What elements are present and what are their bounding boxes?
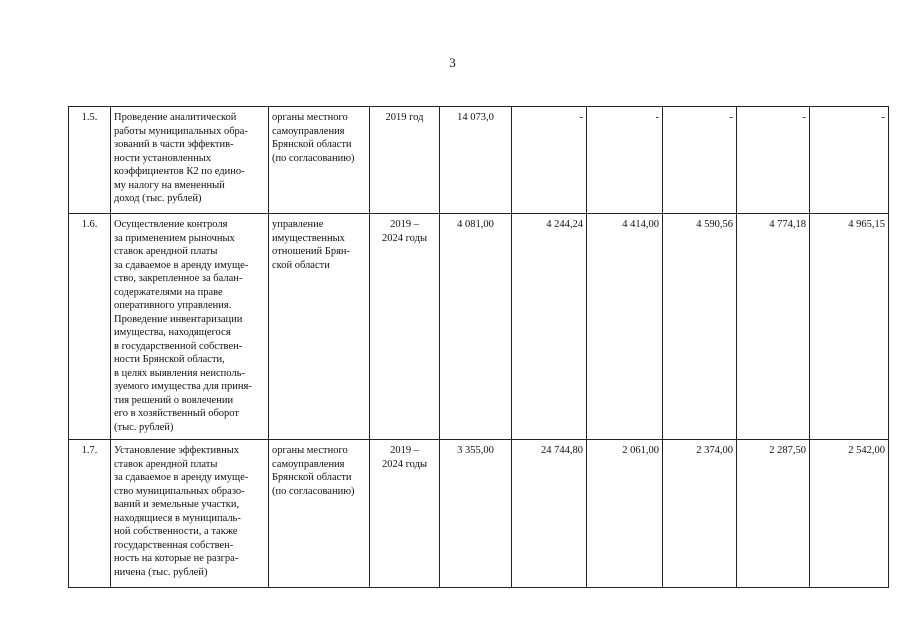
value-cell: 4 244,24 xyxy=(512,214,587,440)
value-cell: - xyxy=(587,107,663,214)
value-cell: 3 355,00 xyxy=(440,440,512,588)
value-cell: 2 374,00 xyxy=(663,440,737,588)
activity-cell: Проведение аналитической работы муниципальных обра- зований в части эффектив- ности установленных коэффициентов К2 по едино- му налогу на вмененный доход (тыс. рублей) xyxy=(111,107,269,214)
value-cell: 14 073,0 xyxy=(440,107,512,214)
period-cell: 2019 – 2024 годы xyxy=(370,440,440,588)
value-cell: - xyxy=(663,107,737,214)
activities-table xyxy=(68,106,889,588)
executor-cell: органы местного самоуправления Брянской области (по согласованию) xyxy=(269,440,370,588)
period-cell: 2019 год xyxy=(370,107,440,214)
table-row xyxy=(69,107,889,214)
value-cell: - xyxy=(512,107,587,214)
value-cell: 4 774,18 xyxy=(737,214,810,440)
row-number: 1.5. xyxy=(69,107,111,214)
value-cell: 2 542,00 xyxy=(810,440,889,588)
value-cell: 4 414,00 xyxy=(587,214,663,440)
value-cell: 4 590,56 xyxy=(663,214,737,440)
executor-cell: органы местного самоуправления Брянской области (по согласованию) xyxy=(269,107,370,214)
value-cell: 2 287,50 xyxy=(737,440,810,588)
value-cell: - xyxy=(810,107,889,214)
row-number: 1.7. xyxy=(69,440,111,588)
activity-cell: Осуществление контроля за применением рыночных ставок арендной платы за сдаваемое в аренду имуще- ство, закрепленное за балан- содержателями на праве оперативного управления. Проведение инвентаризации имущества, находящегося в государственной собствен- ности Брянской области, в целях выявления неисполь- зуемого имущества для приня- тия решений о вовлечении его в хозяйственный оборот (тыс. рублей) xyxy=(111,214,269,440)
value-cell: 4 081,00 xyxy=(440,214,512,440)
value-cell: 24 744,80 xyxy=(512,440,587,588)
executor-cell: управление имущественных отношений Брян- ской области xyxy=(269,214,370,440)
value-cell: 4 965,15 xyxy=(810,214,889,440)
value-cell: - xyxy=(737,107,810,214)
page-number: 3 xyxy=(449,55,456,70)
period-cell: 2019 – 2024 годы xyxy=(370,214,440,440)
row-number: 1.6. xyxy=(69,214,111,440)
table-row xyxy=(69,440,889,588)
value-cell: 2 061,00 xyxy=(587,440,663,588)
table-row xyxy=(69,214,889,440)
activity-cell: Установление эффективных ставок арендной платы за сдаваемое в аренду имуще- ство муниципальных образо- ваний и земельные участки, находящиеся в муниципаль- ной собственности, а также государственная собствен- ность на которые не разгра- ничена (тыс. рублей) xyxy=(111,440,269,588)
